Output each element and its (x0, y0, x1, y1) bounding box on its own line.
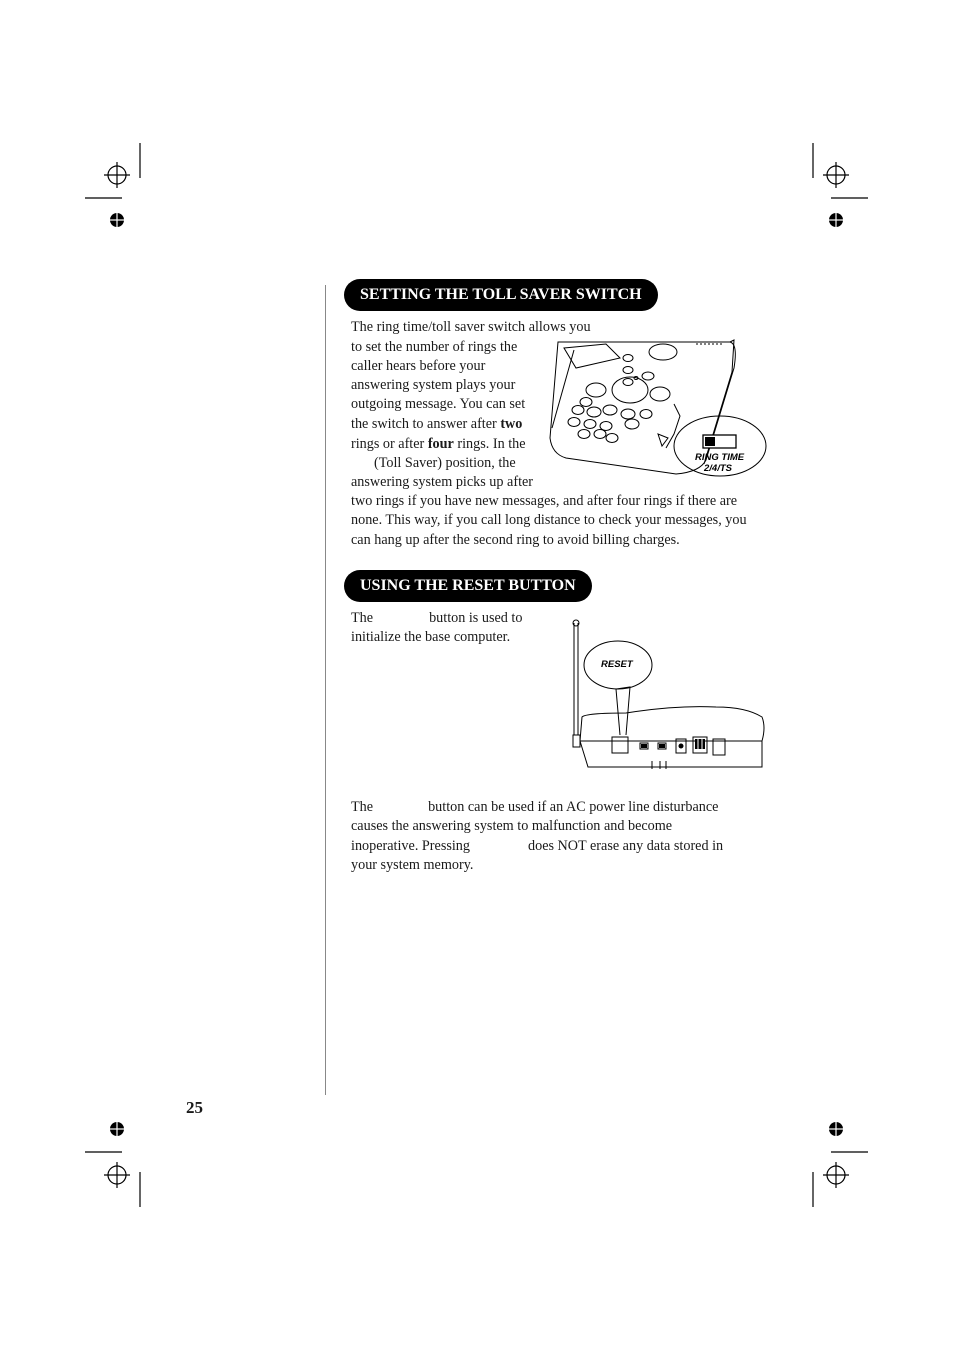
paragraph-line: initialize the base computer. (351, 629, 511, 645)
paragraph-line (351, 415, 522, 434)
figure-label-reset: RESET (601, 659, 633, 670)
paragraph-line: your system memory. (351, 857, 474, 873)
phone-base-illustration (546, 338, 772, 488)
text-span: does NOT erase any data stored in (528, 838, 724, 854)
text-span: The (351, 799, 374, 815)
paragraph-line (351, 435, 526, 454)
paragraph-line: can hang up after the second ring to avoid billing charges. (351, 532, 680, 548)
text-span: inoperative. Pressing (351, 838, 470, 854)
paragraph-line: answering system plays your (351, 377, 516, 393)
section-heading-toll-saver: SETTING THE TOLL SAVER SWITCH (344, 279, 658, 311)
paragraph-line (351, 798, 718, 817)
figure-label-positions: 2/4/TS (704, 463, 732, 474)
text-span: the switch to answer after (351, 416, 501, 432)
margin-rule (325, 285, 326, 1095)
page-number: 25 (186, 1098, 203, 1117)
section-heading-reset: USING THE RESET BUTTON (344, 570, 592, 602)
emphasis-two: two (500, 416, 523, 432)
paragraph-line (351, 609, 522, 628)
text-span: button can be used if an AC power line disturbance (428, 799, 719, 815)
figure-label-ring-time: RING TIME (695, 452, 745, 463)
text-span: button is used to (429, 610, 523, 626)
paragraph-line: causes the answering system to malfunction and become (351, 818, 673, 834)
paragraph-line: The ring time/toll saver switch allows you (351, 319, 591, 335)
paragraph-line: two rings if you have new messages, and after four rings if there are (351, 493, 738, 509)
text-span: rings or after (351, 436, 428, 452)
emphasis-four: four (427, 436, 454, 452)
base-rear-illustration (566, 617, 770, 773)
paragraph-line: none. This way, if you call long distance to check your messages, you (351, 512, 747, 528)
paragraph-line: to set the number of rings the (351, 339, 518, 355)
text-span: The (351, 610, 374, 626)
paragraph-line: outgoing message. You can set (351, 396, 526, 412)
paragraph-line: caller hears before your (351, 358, 486, 374)
paragraph-line (351, 837, 723, 856)
paragraph-line: answering system picks up after (351, 474, 534, 490)
paragraph-line: (Toll Saver) position, the (374, 455, 516, 471)
text-span: rings. In the (453, 436, 526, 452)
